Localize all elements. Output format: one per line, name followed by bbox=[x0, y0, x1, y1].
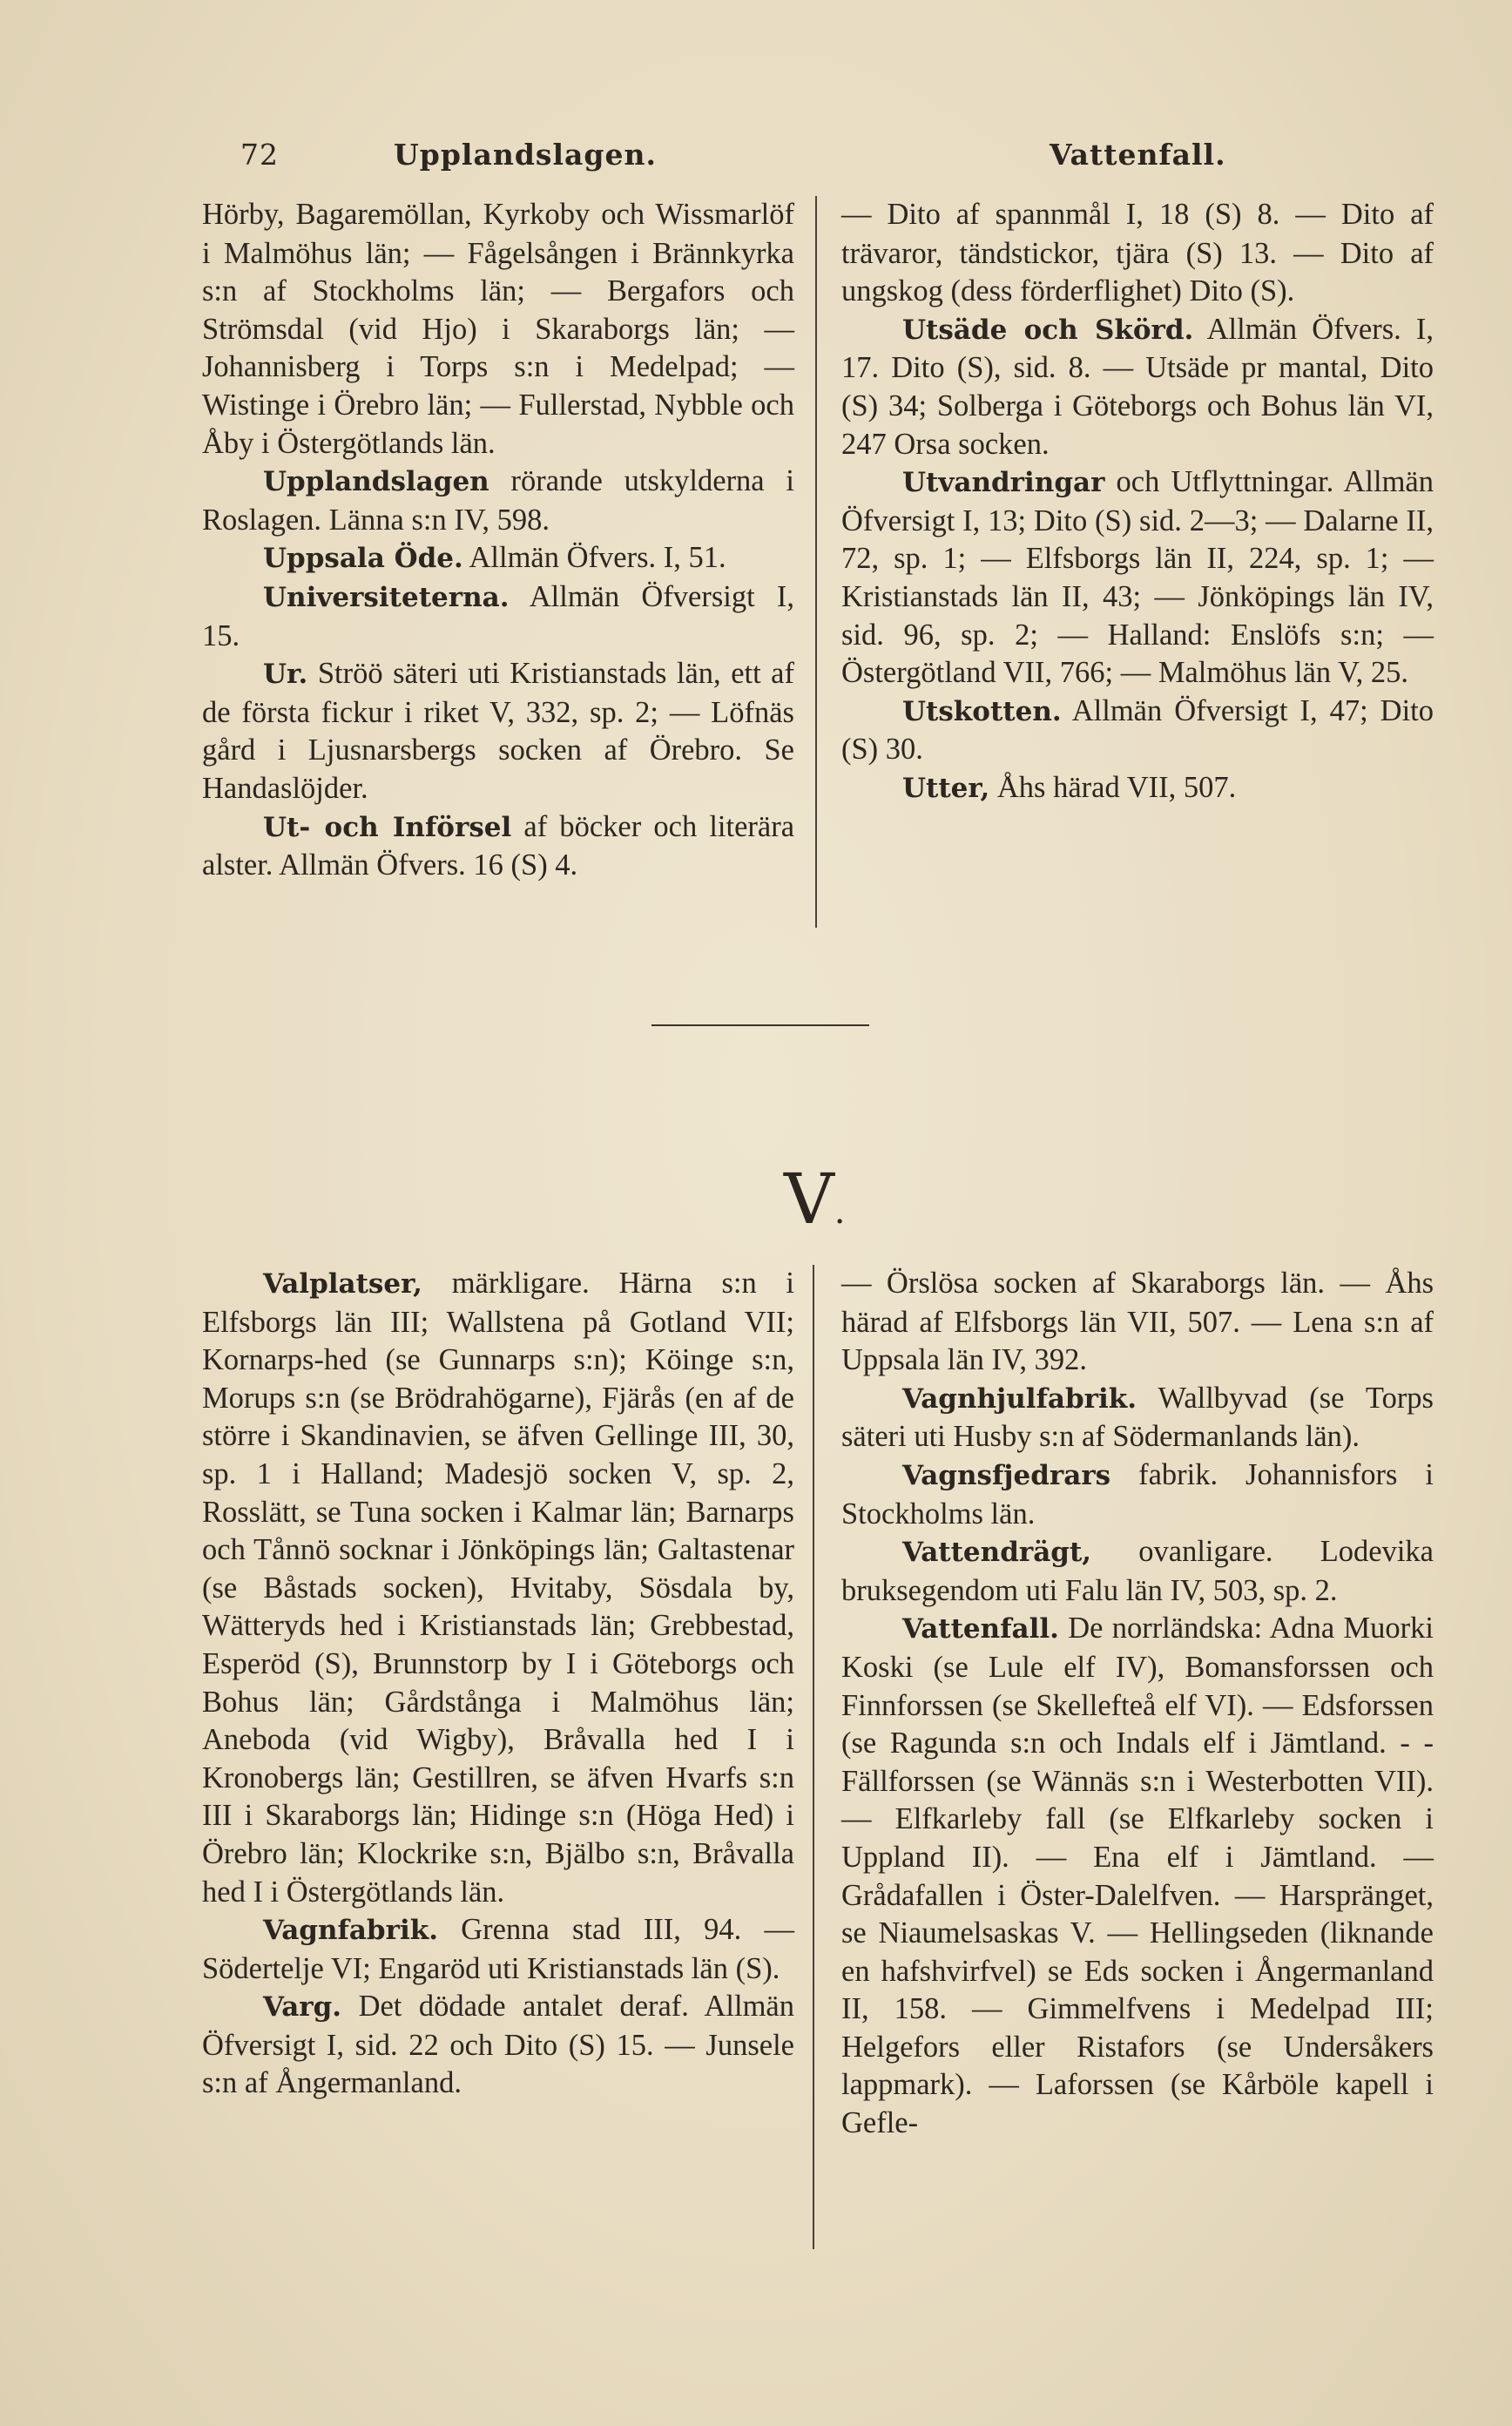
entry-text: Det dödade antalet deraf. Allmän Öfversigt I, sid. 22 och Dito (S) 15. — Junsele s:n af Ångermanland. bbox=[202, 1990, 794, 2100]
entry-head: Ut- och Införsel bbox=[263, 811, 512, 843]
entry-text: Allmän Öfversigt I, 47; Dito (S) 30. bbox=[841, 693, 1434, 767]
bottom-right-column bbox=[841, 1265, 1434, 2143]
entry-text: Åhs härad VII, 507. bbox=[989, 770, 1237, 804]
entry bbox=[202, 196, 794, 463]
entry-text: ovanligare. Lodevika bruksegendom uti Falu län IV, 503, sp. 2. bbox=[841, 1535, 1434, 1607]
section-rule bbox=[651, 1024, 869, 1026]
entry-text: — Dito af spannmål I, 18 (S) 8. — Dito af trävaror, tändstickor, tjära (S) 13. — Dito af ungskog (dess förderflighet) Dito (S). bbox=[841, 198, 1434, 308]
entry-text: De norrländska: Adna Muorki Koski (se Lule elf IV), Bomansforssen och Finnforssen (se Skellefteå elf VI). — Edsforssen (se Ragunda s:n och Indals elf i Jämtland. - - Fällforssen (se Wännäs s:n i Westerbotten VII). — Elfkarleby fall (se Elfkarleby socken i Uppland II). — Ena elf i Jämtland. — Grådafallen i Öster-Dalelfven. — Harspränget, se Niaumelsaskas V. — Hellingseden (liknande en hafshvirfvel) se Eds socken i Ångermanland II, 158. — Gimmelfvens i Medelpad III; Helgefors eller Ristafors (se Undersåkers lappmark). — Laforssen (se Kårböle kapell i Gefle- bbox=[841, 1612, 1434, 2140]
entry-head: Universiteterna. bbox=[263, 581, 510, 613]
section-dot: . bbox=[834, 1192, 846, 1232]
entry bbox=[202, 1911, 794, 1988]
bottom-left-column bbox=[202, 1265, 794, 2103]
entry bbox=[202, 539, 794, 578]
entry-head: Utvandringar bbox=[902, 467, 1105, 499]
entry-text: Allmän Öfversigt I, 15. bbox=[202, 579, 794, 652]
page-number: 72 bbox=[240, 138, 279, 172]
entry-text: Allmän Öfvers. I, 51. bbox=[462, 541, 726, 575]
left-running-title: Upplandslagen. bbox=[394, 138, 657, 172]
entry bbox=[202, 463, 794, 539]
entry-head: Ur. bbox=[263, 659, 308, 691]
entry-text: märkligare. Härna s:n i Elfsborgs län III; Wallstena på Gotland VII; Kornarps-hed (se Gunnarps s:n); Köinge s:n, Morups s:n (se Brödrahögarne), Fjärås (en af de större i Skandinavien, se äfven Gellinge III, 30, sp. 1 i Halland; Madesjö socken V, sp. 2, Rosslätt, se Tuna socken i Kalmar län; Barnarps och Tånnö socknar i Jönköpings län; Galtastenar (se Båstads socken), Hvitaby, Sösdala by, Wätteryds hed i Kristianstads län; Grebbestad, Esperöd (S), Brunnstorp by I i Göteborgs och Bohus län; Gårdstånga i Malmöhus län; Aneboda (vid Wigby), Bråvalla hed I i Kronobergs län; Gestillren, se äfven Hvarfs s:n III i Skaraborgs län; Hidinge s:n (Höga Hed) i Örebro län; Klockrike s:n, Bjälbo s:n, Bråvalla hed I i Östergötlands län. bbox=[202, 1267, 794, 1909]
entry-head: Upplandslagen bbox=[263, 466, 489, 498]
entry-head: Vattendrägt, bbox=[902, 1537, 1092, 1569]
entry bbox=[841, 1533, 1434, 1610]
entry-text: rörande utskylderna i Roslagen. Länna s:n IV, 598. bbox=[202, 464, 794, 537]
entry-text: Wallbyvad (se Torps säteri uti Husby s:n af Södermanlands län). bbox=[841, 1381, 1434, 1454]
entry bbox=[202, 808, 794, 885]
entry-text: Allmän Öfvers. I, 17. Dito (S), sid. 8. — Utsäde pr mantal, Dito (S) 34; Solberga i Göteborgs och Bohus län VI, 247 Orsa socken. bbox=[841, 312, 1434, 461]
top-right-column bbox=[841, 196, 1434, 808]
entry-text: och Utflyttningar. Allmän Öfversigt I, 13; Dito (S) sid. 2—3; — Dalarne II, 72, sp. 1; — Elfsborgs län II, 224, sp. 1; — Kristianstads län II, 43; — Jönköpings län IV, sid. 96, sp. 2; — Halland: Enslöfs s:n; — Östergötland VII, 766; — Malmöhus län V, 25. bbox=[841, 465, 1434, 690]
entry-head: Utsäde och Skörd. bbox=[902, 314, 1194, 346]
entry bbox=[841, 463, 1434, 693]
entry-head: Vagnhjulfabrik. bbox=[902, 1382, 1137, 1415]
entry-head: Utskotten. bbox=[902, 695, 1062, 727]
entry-head: Varg. bbox=[263, 1991, 342, 2024]
entry-head: Uppsala Öde. bbox=[263, 543, 463, 575]
entry-head: Vattenfall. bbox=[902, 1613, 1059, 1645]
right-running-title: Vattenfall. bbox=[1050, 138, 1226, 172]
entry bbox=[202, 1988, 794, 2103]
entry-text: af böcker och literära alster. Allmän Öfvers. 16 (S) 4. bbox=[202, 809, 795, 882]
entry bbox=[841, 1456, 1434, 1533]
entry bbox=[841, 1380, 1434, 1456]
entry-head: Utter, bbox=[902, 772, 990, 804]
top-left-column bbox=[202, 196, 794, 885]
column-divider bbox=[815, 196, 817, 928]
entry bbox=[841, 693, 1434, 769]
column-divider bbox=[813, 1265, 814, 2249]
entry-head: Valplatser, bbox=[263, 1268, 422, 1300]
entry-text: Ströö säteri uti Kristianstads län, ett af de första fickur i riket V, 332, sp. 2; — Löfnäs gård i Ljusnarsbergs socken af Örebro. Se Handaslöjder. bbox=[202, 657, 794, 805]
entry-head: Vagnfabrik. bbox=[263, 1915, 438, 1947]
entry-text: fabrik. Johannisfors i Stockholms län. bbox=[841, 1457, 1434, 1531]
entry bbox=[841, 196, 1434, 311]
entry bbox=[202, 655, 794, 808]
entry bbox=[841, 1265, 1434, 1380]
entry bbox=[202, 578, 794, 655]
entry bbox=[841, 1610, 1434, 2142]
entry-text: Grenna stad III, 94. — Södertelje VI; Engaröd uti Kristianstads län (S). bbox=[202, 1913, 794, 1985]
section-letter-text: V bbox=[784, 1159, 834, 1240]
entry bbox=[841, 311, 1434, 463]
section-letter bbox=[784, 1159, 846, 1240]
entry-text: — Örslösa socken af Skaraborgs län. — Åhs härad af Elfsborgs län VII, 507. — Lena s:n af Uppsala län IV, 392. bbox=[841, 1267, 1434, 1377]
entry bbox=[202, 1265, 794, 1911]
entry-text: Hörby, Bagaremöllan, Kyrkoby och Wissmarlöf i Malmöhus län; — Fågelsången i Brännkyrka s:n af Stockholms län; — Bergafors och Strömsdal (vid Hjo) i Skaraborgs län; — Johannisberg i Torps s:n i Medelpad; — Wistinge i Örebro län; — Fullerstad, Nybble och Åby i Östergötlands län. bbox=[202, 198, 794, 460]
entry bbox=[841, 769, 1434, 808]
entry-head: Vagnsfjedrars bbox=[902, 1459, 1111, 1491]
